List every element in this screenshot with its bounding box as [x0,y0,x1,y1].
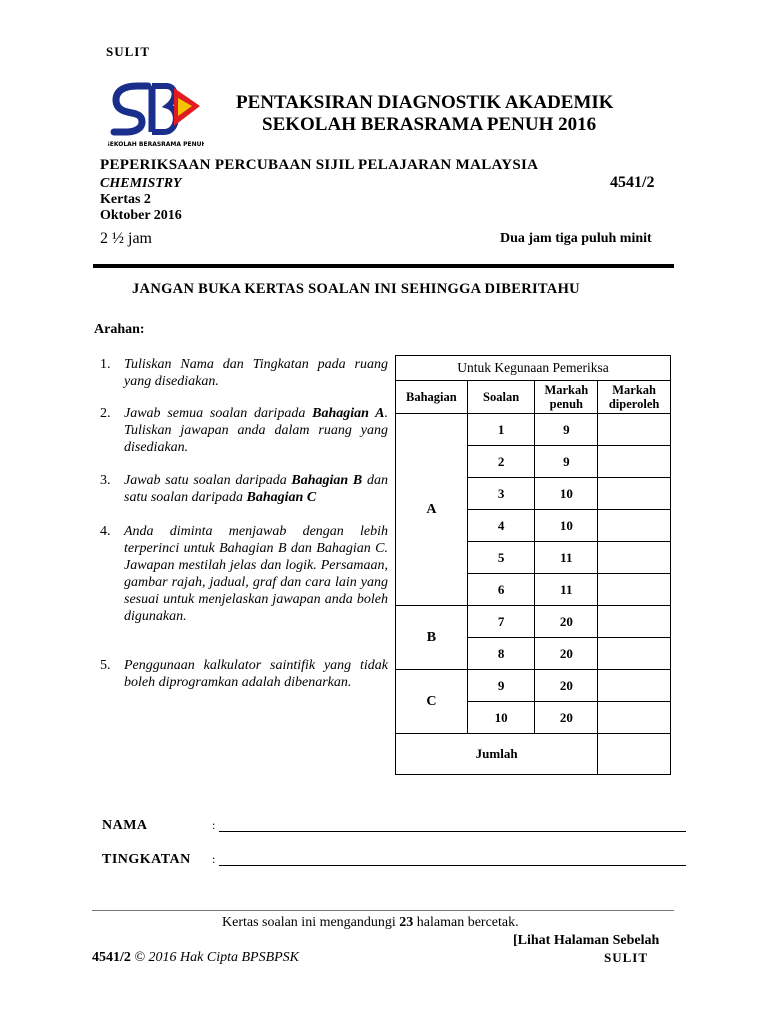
table-row [396,606,671,638]
column-header-question: Soalan [467,381,535,414]
instruction-text: Jawab semua soalan daripada Bahagian A. Tuliskan jawapan anda dalam ruang yang disediakan. [124,406,389,455]
full-marks: 11 [535,542,598,574]
column-header-section: Bahagian [396,381,468,414]
footer-divider [92,910,674,911]
instruction-item [100,472,388,506]
marks-obtained-cell[interactable] [598,702,671,734]
instruction-text: Tuliskan Nama dan Tingkatan pada ruang yang disediakan. [124,357,388,389]
instruction-item [100,405,388,456]
marks-obtained-cell[interactable] [598,670,671,702]
name-field[interactable] [219,831,686,832]
instruction-number: 4. [100,524,111,539]
marks-obtained-cell[interactable] [598,542,671,574]
section-cell: A [396,414,468,606]
total-marks-cell[interactable] [598,734,671,775]
examiner-table-title: Untuk Kegunaan Pemeriksa [396,356,671,381]
do-not-open-warning: JANGAN BUKA KERTAS SOALAN INI SEHINGGA DIBERITAHU [132,281,580,297]
paper-code: 4541/2 [610,174,655,191]
question-number: 3 [467,478,535,510]
full-marks: 10 [535,478,598,510]
exam-month: Oktober 2016 [100,208,182,223]
exam-name: PEPERIKSAAN PERCUBAAN SIJIL PELAJARAN MALAYSIA [100,157,539,173]
name-label: NAMA [102,818,148,833]
marks-obtained-cell[interactable] [598,414,671,446]
question-number: 4 [467,510,535,542]
marks-obtained-cell[interactable] [598,446,671,478]
header-divider [93,264,674,268]
question-number: 1 [467,414,535,446]
question-number: 8 [467,638,535,670]
marks-obtained-cell[interactable] [598,574,671,606]
marks-obtained-cell[interactable] [598,478,671,510]
examiner-marks-table [395,355,671,775]
instruction-number: 3. [100,473,111,488]
full-marks: 20 [535,606,598,638]
question-number: 10 [467,702,535,734]
column-header-marks-obtained: Markah diperoleh [598,381,671,414]
subject: CHEMISTRY [100,176,182,191]
instruction-item [100,523,388,625]
instruction-text: Penggunaan kalkulator saintifik yang tidak boleh diprogramkan adalah dibenarkan. [124,658,388,690]
copyright [92,950,299,966]
duration-words: Dua jam tiga puluh minit [500,231,652,246]
section-cell: B [396,606,468,670]
form-level-field[interactable] [219,865,686,866]
sulit-marking: SULIT [106,44,151,59]
section-cell: C [396,670,468,734]
instruction-text: Jawab satu soalan daripada Bahagian B dan satu soalan daripada Bahagian C [124,473,388,505]
full-marks: 9 [535,414,598,446]
instruction-number: 2. [100,406,111,421]
full-marks: 20 [535,638,598,670]
sbp-logo [108,80,204,152]
instruction-number: 1. [100,357,111,372]
form-level-colon: : [212,852,216,866]
marks-obtained-cell[interactable] [598,606,671,638]
form-level-label: TINGKATAN [102,852,191,867]
school-title: SEKOLAH BERASRAMA PENUH 2016 [262,114,597,135]
question-number: 5 [467,542,535,574]
question-number: 6 [467,574,535,606]
column-header-full-marks: Markah penuh [535,381,598,414]
duration: 2 ½ jam [100,230,152,247]
instruction-item [100,657,388,691]
question-number: 9 [467,670,535,702]
full-marks: 10 [535,510,598,542]
copyright-text: © 2016 Hak Cipta BPSBPSK [134,950,300,965]
page-count: 23 [399,915,414,930]
question-number: 2 [467,446,535,478]
marks-obtained-cell[interactable] [598,510,671,542]
table-row [396,670,671,702]
instruction-text: Anda diminta menjawab dengan lebih terperinci untuk Bahagian B dan Bahagian C. Jawapan mestilah jelas dan logik. Persamaan, gambar rajah, jadual, graf dan cara lain yang sesuai untuk menjelaskan jawapan anda boleh digunakan. [124,524,388,624]
assessment-title: PENTAKSIRAN DIAGNOSTIK AKADEMIK [236,92,614,113]
footer-paper-code: 4541/2 [92,950,131,965]
next-page-note: [Lihat Halaman Sebelah [513,933,660,948]
page-count-note: Kertas soalan ini mengandungi 23 halaman bercetak. [222,915,519,930]
full-marks: 9 [535,446,598,478]
paper-number: Kertas 2 [100,192,151,207]
logo-caption: SEKOLAH BERASRAMA PENUH [108,141,204,148]
sulit-marking-bottom: SULIT [604,950,649,965]
full-marks: 20 [535,670,598,702]
marks-obtained-cell[interactable] [598,638,671,670]
total-label: Jumlah [396,734,598,775]
instruction-item [100,356,388,390]
instructions-heading: Arahan: [94,322,145,337]
table-row [396,414,671,446]
full-marks: 11 [535,574,598,606]
instruction-number: 5. [100,658,111,673]
name-colon: : [212,818,216,832]
full-marks: 20 [535,702,598,734]
total-row [396,734,671,775]
question-number: 7 [467,606,535,638]
